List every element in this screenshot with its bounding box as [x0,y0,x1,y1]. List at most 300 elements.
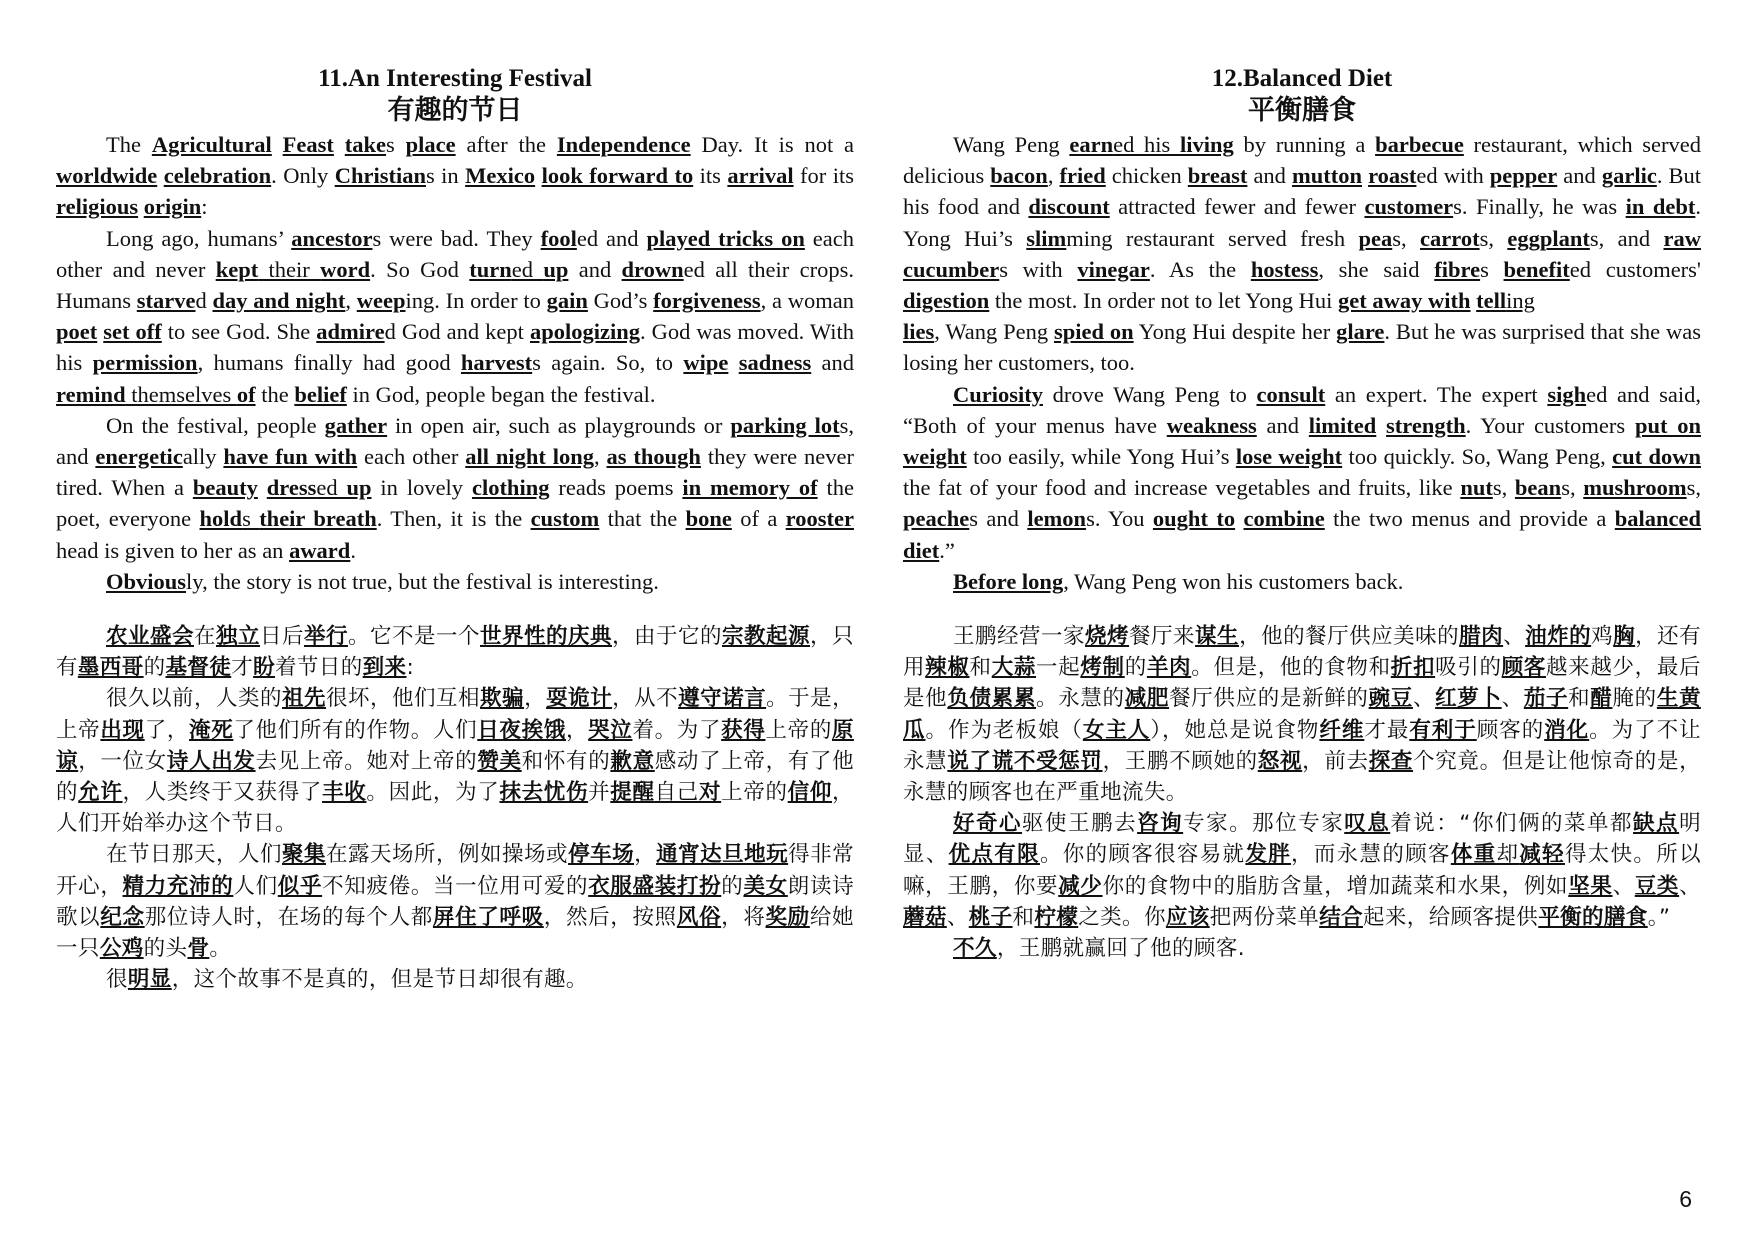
vocab-term: 咨询 [1137,811,1184,837]
text-run: On the festival, people [106,412,325,438]
vocab-term: 羊肉 [1146,655,1192,681]
vocab-term: dress [266,475,317,501]
text-run: , [594,444,607,470]
vocab-term: vinegar [1077,256,1150,282]
paragraph [56,566,854,597]
vocab-term: as though [606,444,701,470]
text-run: ，从不 [612,686,679,712]
text-run: ，前去 [1302,748,1369,774]
text-run: . Yong Hui’s [903,194,1701,251]
text-run: 。” [1647,904,1671,930]
vocab-term: wipe [683,350,729,376]
vocab-term: forgiveness [653,288,761,314]
vocab-term: 抹去忧伤 [499,780,589,806]
text-run: , humans finally had good [197,350,461,376]
vocab-term: 红萝卜 [1435,686,1502,712]
vocab-term: 赞美 [477,748,522,774]
vocab-term: ing [1506,288,1535,314]
vocab-term: limited [1308,412,1377,438]
vocab-term: mushroom [1583,475,1687,501]
vocab-term: celebration [163,163,272,189]
text-run: 驱使王鹏去 [1022,811,1138,837]
paragraph [56,129,854,223]
text-run: the fat of your food and increase vegetables and fruits, like [903,475,1461,501]
text-run: 很久以前，人类的 [106,686,283,712]
vocab-term: 诗人出发 [166,748,256,774]
text-run: 着。为了 [632,717,722,743]
text-run: ，人们开始举办这个节日。 [56,780,854,837]
vocab-term: raw [1663,225,1701,251]
vocab-term: 祖先 [282,686,327,712]
text-run: ，而永慧的顾客 [1291,842,1451,868]
vocab-term: living [1180,132,1234,157]
text-run: s, and [1589,225,1664,251]
text-run [1376,413,1386,438]
vocab-term: fool [540,225,577,251]
text-run: 去见上帝。她对上帝的 [255,748,478,774]
vocab-term: glare [1336,319,1385,345]
text-run: and [1557,163,1602,189]
text-run: head is given to her as an [56,537,290,563]
text-run: 在节日那天，人们 [106,842,283,868]
vocab-term: 明显 [127,967,172,993]
text-run: 的 [143,655,166,681]
text-run: s and [969,506,1028,532]
text-run: s in [425,163,466,189]
text-run: ally [182,444,224,470]
vocab-term: mutton [1291,163,1362,189]
text-run: 在 [194,624,216,650]
text-run: s with [999,256,1078,282]
vocab-term: set off [103,319,162,345]
vocab-term: tell [1476,288,1507,314]
text-run: the [255,381,295,407]
vocab-term: carrot [1420,225,1480,251]
vocab-term: 允许 [78,780,123,806]
text-run: 得太快。所以嘛，王鹏，你要 [903,842,1701,899]
text-run: 上帝的 [721,780,788,806]
vocab-term: 耍诡计 [546,686,613,712]
vocab-term: Obvious [106,568,187,594]
vocab-term: 对 [698,780,722,806]
vocab-term: get away with [1338,288,1471,314]
vocab-term: 精力充沛的 [122,873,234,899]
text-run [258,475,267,500]
paragraph [903,379,1701,566]
right-english-text [903,129,1701,597]
vocab-term: award [289,537,351,563]
vocab-term: ed his [1113,132,1180,157]
vocab-term: take [344,132,387,157]
text-run: 餐厅供应的是新鲜的 [1169,686,1369,712]
vocab-term: 盼 [253,655,276,681]
vocab-term: s [242,506,260,532]
vocab-term: place [405,132,456,157]
text-run [272,132,283,157]
text-run: s. Finally, he was [1453,194,1626,220]
vocab-term: 举行 [304,624,348,650]
vocab-term: pepper [1489,163,1558,189]
vocab-term: 似乎 [277,873,323,899]
vocab-term: 独立 [216,624,260,650]
vocab-term: harvest [460,350,533,376]
text-run: for its [793,163,855,189]
text-run: . But his food and [903,163,1702,220]
left-chinese-text [56,621,854,995]
text-run: . Your customers [1465,412,1635,438]
text-run: 。你的顾客很容易就 [1039,842,1246,868]
vocab-term: all night long [465,444,595,470]
text-run: and [568,256,622,282]
text-run: 才 [231,655,254,681]
paragraph [56,410,854,566]
vocab-term: 说了谎不受惩罚 [947,748,1103,774]
vocab-term: 蘑菇 [903,904,947,930]
text-run: after the [455,132,557,157]
text-run: 并 [588,780,611,806]
vocab-term: lose weight [1235,444,1343,470]
text-run: s, [1392,225,1421,251]
paragraph [903,129,1701,316]
vocab-term: 到来 [362,655,407,681]
text-run: 、 [1503,624,1526,650]
vocab-term: lies [903,319,935,345]
text-run: 人们 [233,873,278,899]
vocab-term: 原谅 [56,717,854,774]
vocab-term: in memory of [682,475,818,501]
paragraph [903,316,1701,378]
vocab-term: 茄子 [1523,686,1569,712]
vocab-term: breast [1187,163,1248,189]
vocab-term: 女主人 [1082,717,1151,743]
text-run: 明显、 [903,811,1701,868]
text-run: s again. So, to [532,350,684,376]
text-run: 、 [1501,686,1524,712]
vocab-term: 结合 [1319,904,1363,930]
paragraph [903,566,1701,597]
vocab-term: combine [1243,506,1325,532]
vocab-term: 胸 [1613,624,1636,650]
text-run: ming restaurant served fresh [1066,225,1359,251]
text-run: 得非常开心， [56,842,855,899]
text-run: 吸引的 [1435,655,1502,681]
text-run: 了， [144,717,190,743]
text-run: 起来，给顾客提供 [1363,904,1539,930]
text-run: , Wang Peng [934,319,1054,345]
vocab-term: rooster [785,506,854,532]
vocab-term: garlic [1601,163,1657,189]
vocab-term: starve [136,288,196,314]
vocab-term: 纪念 [100,904,145,930]
vocab-term: 烧烤 [1085,624,1130,650]
text-run: the most. In order not to let Yong Hui [989,288,1339,314]
left-title-cn: 有趣的节日 [387,95,523,126]
text-run: 了他们所有的作物。人们 [233,717,478,743]
text-run: an expert. The expert [1325,381,1548,407]
vocab-term: 欺骗 [480,686,525,712]
vocab-term: 丰收 [322,780,367,806]
text-run: 才最 [1364,717,1410,743]
vocab-term: earn [1069,132,1114,157]
text-run: 、 [1612,873,1635,899]
vocab-term: have fun with [223,444,358,470]
vocab-term: 屏住了呼吸 [432,904,544,930]
vocab-term: peache [903,506,970,532]
text-run: ， [565,717,589,743]
vocab-term: 淹死 [189,717,234,743]
text-run: ，一位女 [78,748,167,774]
text-run: God’s [587,288,654,314]
text-run: by running a [1233,132,1376,157]
text-run: s, [1479,225,1508,251]
vocab-term: clothing [471,475,550,501]
text-run: . But he was surprised that she was losing her customers, too. [903,319,1702,376]
vocab-term: hostess [1250,256,1319,282]
vocab-term: energetic [95,444,183,470]
text-run: , Wang Peng won his customers back. [1063,568,1404,594]
text-run: attracted fewer and fewer [1109,194,1365,220]
vocab-term: apologizing [529,319,640,345]
text-run: s [1480,256,1504,282]
vocab-term: their [258,256,321,282]
vocab-term: 谋生 [1195,624,1240,650]
text-run: ed all their crops. Humans [56,256,854,314]
text-run: 的 [721,873,744,899]
vocab-term: origin [143,194,202,220]
text-run: , a woman [760,288,855,314]
vocab-term: cut down [1612,444,1701,470]
vocab-term: roast [1368,163,1417,189]
vocab-term: 减轻 [1519,842,1565,868]
text-run: . So God [370,256,470,282]
right-article [903,64,1701,964]
text-run: ），她总是说食物 [1150,717,1320,743]
text-run: 越来越少，最后是他 [903,655,1701,712]
vocab-term: admire [316,319,385,345]
text-run: 、 [1679,873,1702,899]
text-run: 腌的 [1612,686,1657,712]
text-run: that the [599,506,686,532]
vocab-term: remind [56,381,126,407]
vocab-term: 探查 [1368,748,1414,774]
text-run: 的头 [143,936,188,962]
vocab-term: sadness [738,350,812,376]
right-title-en: 12.Balanced Diet [1211,65,1393,92]
vocab-term: 遵守诺言 [678,686,767,712]
left-article [56,64,854,995]
text-run: chicken [1105,163,1188,189]
vocab-term: slim [1026,225,1067,251]
text-run: ，王鹏不顾她的 [1102,748,1258,774]
text-run: 和 [1012,904,1035,930]
vocab-term: arrival [727,163,794,189]
text-run: Long ago, humans’ [106,225,292,251]
vocab-term: 好奇心 [953,811,1023,837]
vocab-term: religious [56,194,139,220]
text-run: 餐厅来 [1129,624,1196,650]
text-run: ed with [1416,163,1490,189]
text-run: ，然后，按照 [543,904,677,930]
vocab-term: 发胖 [1245,842,1292,868]
text-run: 顾客的 [1476,717,1545,743]
text-run: , [1047,163,1060,189]
vocab-term: weep [356,288,406,314]
text-run: ，只有 [56,624,854,681]
vocab-term: 美女 [743,873,788,899]
vocab-term: eggplant [1507,225,1590,251]
vocab-term: 歉意 [610,748,655,774]
right-title-cn: 平衡膳食 [1248,95,1356,126]
vocab-term: pea [1358,225,1393,251]
vocab-term: 墨西哥 [77,655,144,681]
vocab-term: spied on [1053,319,1134,345]
vocab-term: poet [56,319,98,345]
vocab-term: ancestor [291,225,373,251]
vocab-term: 豌豆 [1368,686,1413,712]
vocab-term: barbecue [1375,132,1464,157]
vocab-term: 骨 [187,936,210,962]
vocab-term: diet [903,537,940,563]
text-run: Wang Peng [953,132,1070,157]
text-run: its [693,163,728,189]
text-run: 、 [1412,686,1436,712]
right-chinese-text [903,621,1701,964]
vocab-term: day and night [212,288,346,314]
page-number: 6 [1679,1186,1692,1212]
vocab-term: 获得 [721,717,766,743]
text-run: ed customers' [1569,256,1701,282]
text-run: 很 [106,967,128,993]
text-run: 给她一只 [56,904,854,962]
text-run [728,350,738,375]
vocab-term: cucumber [903,256,1000,282]
text-run: .” [939,537,955,563]
text-run: ，还有用 [903,624,1702,681]
text-run: 日后 [260,624,304,650]
text-run: and [1247,163,1292,189]
vocab-term: worldwide [56,163,158,189]
vocab-term: 减肥 [1124,686,1170,712]
paragraph [56,964,854,995]
vocab-term: custom [530,506,600,532]
text-run: : [201,194,208,220]
text-run: d [195,288,213,314]
vocab-term: 叹息 [1344,811,1391,837]
text-run: s, [1686,475,1701,501]
text-run: s were bad. They [372,225,541,251]
vocab-term: 提醒 [610,780,655,806]
text-run: 一起 [1036,655,1081,681]
vocab-term: 哭泣 [588,717,633,743]
text-run: 你的食物中的脂肪含量，增加蔬菜和水果，例如 [1102,873,1569,899]
vocab-term: 醋 [1590,686,1613,712]
vocab-term: look forward to [541,163,694,189]
text-run: 那位诗人时，在场的每个人都 [144,904,433,930]
paragraph [56,839,854,964]
text-run: 和 [1568,686,1591,712]
vocab-term: nut [1460,475,1493,501]
vocab-term: turn [469,256,512,282]
text-run: s. You [1086,506,1153,532]
text-run: 。永慧的 [1036,686,1125,712]
text-run: 王鹏经营一家 [953,624,1086,650]
text-run: s, [1492,475,1515,501]
text-run: . Then, it is the [376,506,531,532]
text-run: ， [634,842,657,868]
text-run: 。 [209,936,232,962]
vocab-term: up [543,256,569,282]
vocab-term: 大蒜 [991,655,1037,681]
text-run: 个究竟。但是让他惊奇的是，永慧的顾客也在严重地流失。 [903,748,1702,806]
text-run: . As the [1149,256,1251,282]
text-run: 。为了不让永慧 [903,717,1701,774]
vocab-term: 应该 [1165,904,1210,930]
text-run [1235,506,1243,531]
vocab-term: 辣椒 [925,655,970,681]
text-run: 感动了上帝，有了他的 [56,748,855,806]
vocab-term: Feast [282,132,334,157]
vocab-term: parking lot [730,412,840,438]
vocab-term: 腊肉 [1459,624,1504,650]
text-run: 之类。你 [1078,904,1166,930]
text-run: they were never tired. When a [56,444,854,501]
vocab-term: consult [1256,381,1326,407]
text-run: 。因此，为了 [366,780,500,806]
text-run: s, [1561,475,1584,501]
vocab-term: beauty [192,475,258,501]
vocab-term: 信仰 [787,780,833,806]
vocab-term: ed [316,475,347,501]
vocab-term: of [236,381,256,407]
vocab-term: gather [324,412,388,438]
vocab-term: 日夜挨饿 [477,717,566,743]
vocab-term: themselves [125,381,237,407]
vocab-term: fibre [1434,256,1481,282]
text-run: ed and [576,225,647,251]
vocab-term: word [320,256,371,282]
text-run: 专家。那位专家 [1183,811,1345,837]
vocab-term: 顾客 [1501,655,1546,681]
text-run: in lovely [371,475,472,501]
text-run: 和怀有的 [521,748,611,774]
text-run: ed and said, “Both of your menus have [903,381,1701,438]
vocab-term: 减少 [1058,873,1103,899]
paragraph [56,683,854,839]
text-run: ， [524,686,547,712]
vocab-term: 不久 [953,936,997,962]
vocab-term: 却 [1496,842,1520,868]
text-run: s [386,132,406,157]
text-run: d God and kept [384,319,530,345]
vocab-term: belief [294,381,347,407]
text-run: , [345,288,357,314]
vocab-term: 公鸡 [99,936,144,962]
vocab-term: gain [546,288,588,314]
text-run: 。但是，他的食物和 [1191,655,1391,681]
text-run: s, and [56,412,854,470]
text-run: too easily, while Yong Hui’s [966,444,1236,470]
text-run: of a [731,506,786,532]
vocab-term: in debt [1625,194,1696,220]
vocab-term: 体重 [1450,842,1497,868]
vocab-term: drown [621,256,684,282]
paragraph [903,808,1701,933]
vocab-term: kept [215,256,259,282]
text-run: 把两份菜单 [1209,904,1320,930]
text-run: 不知疲倦。当一位用可爱的 [322,873,589,899]
vocab-term: 衣服盛装打扮 [588,873,722,899]
vocab-term: Independence [556,132,691,157]
